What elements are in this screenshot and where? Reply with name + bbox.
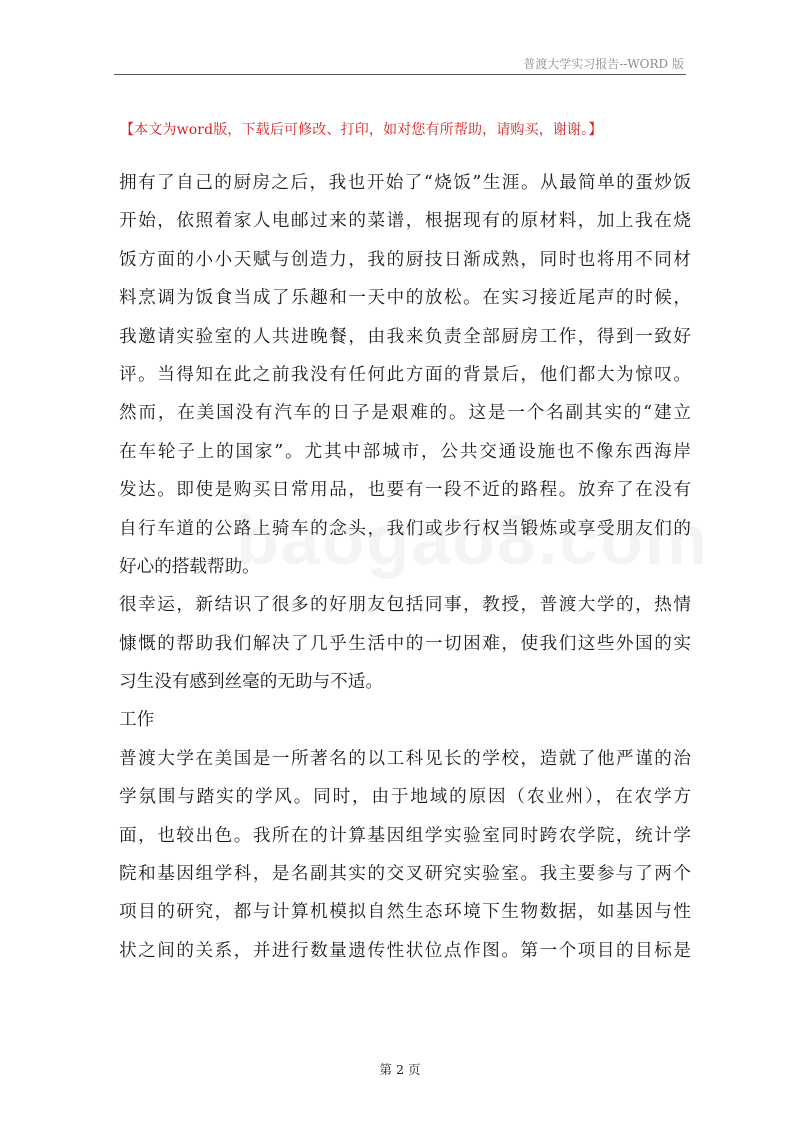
- body-line: 状之间的关系，并进行数量遗传性状位点作图。第一个项目的目标是: [119, 940, 691, 961]
- body-line: 项目的研究，都与计算机模拟自然生态环境下生物数据，如基因与性: [119, 902, 691, 923]
- document-header-title: 普渡大学实习报告--WORD 版: [523, 57, 684, 71]
- body-line: 学氛围与踏实的学风。同时，由于地域的原因（农业州），在农学方: [119, 787, 691, 808]
- body-line: 普渡大学在美国是一所著名的以工科见长的学校，造就了他严谨的治: [119, 748, 691, 769]
- body-line: 习生没有感到丝毫的无助与不适。: [119, 672, 383, 693]
- body-text: [119, 164, 691, 970]
- body-line: 我邀请实验室的人共进晚餐，由我来负责全部厨房工作，得到一致好: [119, 326, 691, 347]
- body-line: 发达。即使是购买日常用品，也要有一段不近的路程。放弃了在没有: [119, 480, 691, 501]
- body-line: 拥有了自己的厨房之后，我也开始了“烧饭”生涯。从最简单的蛋炒饭: [119, 173, 691, 193]
- body-line: 料烹调为饭食当成了乐趣和一天中的放松。在实习接近尾声的时候，: [119, 288, 691, 309]
- body-line: 好心的搭载帮助。: [119, 556, 260, 577]
- section-heading-work: 工作: [119, 710, 155, 731]
- header-divider: [114, 74, 686, 75]
- body-line: 饭方面的小小天赋与创造力，我的厨技日渐成熟，同时也将用不同材: [119, 249, 691, 270]
- page-number: 第 2 页: [379, 1062, 421, 1077]
- body-line: 在车轮子上的国家”。尤其中部城市，公共交通设施也不像东西海岸: [119, 441, 691, 462]
- body-line: 开始，依照着家人电邮过来的菜谱，根据现有的原材料，加上我在烧: [119, 211, 691, 232]
- body-line: 自行车道的公路上骑车的念头，我们或步行权当锻炼或享受朋友们的: [119, 518, 691, 539]
- body-line: 院和基因组学科，是名副其实的交叉研究实验室。我主要参与了两个: [119, 864, 691, 885]
- body-line: 慷慨的帮助我们解决了几乎生活中的一切困难，使我们这些外国的实: [119, 633, 691, 654]
- body-line: 很幸运，新结识了很多的好朋友包括同事，教授，普渡大学的，热情: [119, 595, 691, 616]
- body-line: 然而，在美国没有汽车的日子是艰难的。这是一个名副其实的“建立: [119, 403, 691, 424]
- body-line: 评。当得知在此之前我没有任何此方面的背景后，他们都大为惊叹。: [119, 364, 691, 385]
- download-notice: 【本文为word版，下载后可修改、打印，如对您有所帮助，请购买，谢谢。】: [120, 122, 603, 138]
- body-line: 面，也较出色。我所在的计算基因组学实验室同时跨农学院，统计学: [119, 825, 691, 846]
